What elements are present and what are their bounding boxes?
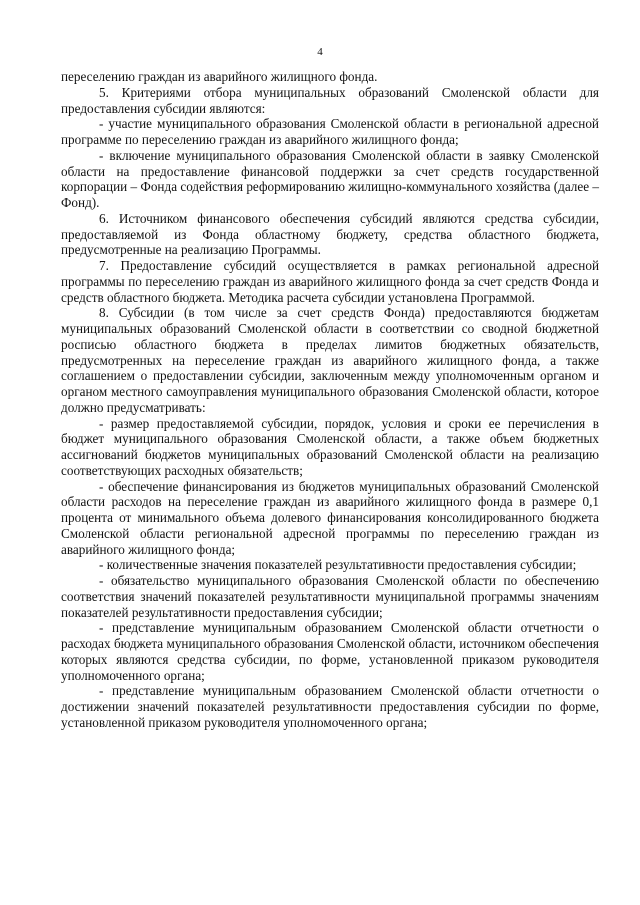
list-item: - представление муниципальным образованием Смоленской области отчетности о расходах бюджета муниципального образования Смоленской области, источником обеспечения которых являются средства субсидии, по форме, установленной приказом руководителя уполномоченного органа;	[61, 620, 599, 683]
paragraph-8: 8. Субсидии (в том числе за счет средств Фонда) предоставляются бюджетам муниципальных образований Смоленской области в соответствии со сводной бюджетной росписью областного бюджета в пределах лимитов бюджетных обязательств, предусмотренных на переселение граждан из аварийного жилищного фонда, а также соглашением о предоставлении субсидии, заключенным между уполномоченным органом и органом местного самоуправления муниципального образования Смоленской области, которое должно предусматривать:	[61, 305, 599, 415]
list-item: - включение муниципального образования Смоленской области в заявку Смоленской области на предоставление финансовой поддержки за счет средств государственной корпорации – Фонда содействия реформированию жилищно-коммунального хозяйства (далее – Фонд).	[61, 147, 599, 210]
list-item: - представление муниципальным образованием Смоленской области отчетности о достижении значений показателей результативности предоставления субсидии по форме, установленной приказом руководителя уполномоченного органа;	[61, 683, 599, 730]
paragraph-continuation: переселению граждан из аварийного жилищного фонда.	[61, 69, 378, 84]
list-item: - количественные значения показателей результативности предоставления субсидии;	[99, 557, 577, 573]
document-body	[61, 69, 599, 731]
paragraph-7: 7. Предоставление субсидий осуществляется в рамках региональной адресной программы по переселению граждан из аварийного жилищного фонда за счет средств Фонда и средств областного бюджета. Методика расчета субсидии установлена Программой.	[61, 258, 599, 305]
paragraph-6: 6. Источником финансового обеспечения субсидий являются средства субсидии, предоставляемой из Фонда областному бюджету, средства областного бюджета, предусмотренные на реализацию Программы.	[61, 210, 599, 258]
paragraph-5: 5. Критериями отбора муниципальных образований Смоленской области для предоставления субсидии являются:	[61, 84, 599, 116]
page-number: 4	[317, 46, 323, 58]
list-item: - участие муниципального образования Смоленской области в региональной адресной программе по переселению граждан из аварийного жилищного фонда;	[61, 116, 599, 147]
list-item: - размер предоставляемой субсидии, порядок, условия и сроки ее перечисления в бюджет муниципального образования Смоленской области, а также объем бюджетных ассигнований бюджетов муниципальных образований Смоленской области на реализацию соответствующих расходных обязательств;	[61, 415, 599, 478]
list-item: - обязательство муниципального образования Смоленской области по обеспечению соответствия значений показателей результативности муниципальной программы значениям показателей результативности предоставления субсидии;	[61, 573, 599, 620]
list-item: - обеспечение финансирования из бюджетов муниципальных образований Смоленской области расходов на переселение граждан из аварийного жилищного фонда в размере 0,1 процента от минимального объема долевого финансирования консолидированного бюджета Смоленской области региональной адресной программы по переселению граждан из аварийного жилищного фонда;	[61, 478, 599, 557]
